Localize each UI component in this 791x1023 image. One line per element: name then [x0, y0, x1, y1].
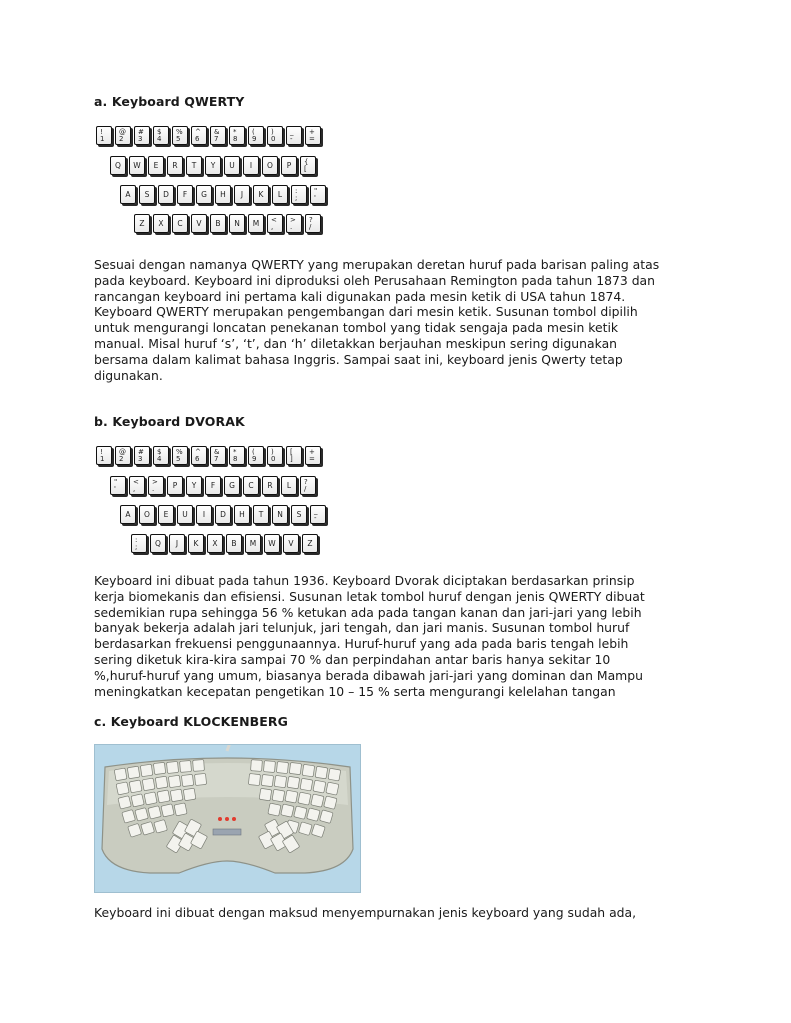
- keycap: [286, 126, 302, 145]
- heading-klockenberg: c. Keyboard KLOCKENBERG: [94, 714, 288, 729]
- keycap-char: -: [290, 134, 293, 143]
- keycap-shift-char: ): [271, 127, 274, 136]
- keycap: [234, 185, 250, 204]
- qwerty-row-1: [96, 126, 321, 145]
- keycap-char: ': [114, 484, 116, 493]
- keycap-char: V: [288, 539, 294, 548]
- keycap-char: P: [172, 481, 178, 490]
- keycap-shift-char: (: [252, 127, 255, 136]
- keycap-shift-char: <: [133, 477, 139, 486]
- keycap: [196, 505, 212, 524]
- keycap: [210, 214, 226, 233]
- keycap-char: I: [202, 510, 206, 519]
- keycap: [291, 505, 307, 524]
- keycap-char: F: [182, 190, 188, 199]
- keycap: [245, 534, 261, 553]
- keycap-char: 6: [195, 454, 200, 463]
- keycap: [215, 185, 231, 204]
- keycap: [264, 534, 280, 553]
- keycap: [286, 214, 302, 233]
- keycap-char: 4: [157, 454, 162, 463]
- keycap: [191, 214, 207, 233]
- keycap-char: 5: [176, 454, 181, 463]
- keycap-char: A: [125, 190, 131, 199]
- keycap-char: Q: [115, 161, 121, 170]
- keycap: [305, 446, 321, 465]
- keycap: [129, 476, 145, 495]
- keycap-char: /: [304, 484, 307, 493]
- keycap-shift-char: {: [304, 157, 309, 166]
- qwerty-paragraph: Sesuai dengan namanya QWERTY yang merupakan deretan huruf pada barisan paling atas pada keyboard. Keyboard ini diproduksi oleh Perusahaan Remington pada tahun 1873 dan rancangan keyboard ini pertama kali digunakan pada mesin ketik di USA tahun 1874. Keyboard QWERTY merupakan pengembangan dari mesin ketik. Susunan tombol dipilih untuk mengurangi loncatan penekanan tombol yang tidak sengaja pada mesin ketik manual. Misal huruf ‘s’, ‘t’, dan ‘h’ diletakkan berjauhan meskipun sering digunakan bersama dalam kalimat bahasa Inggris. Sampai saat ini, keyboard jenis Qwerty tetap digunakan.: [94, 257, 660, 383]
- keycap-char: E: [153, 161, 159, 170]
- keycap-shift-char: &: [214, 127, 220, 136]
- keycap-char: V: [196, 219, 202, 228]
- keycap: [262, 156, 278, 175]
- keycap: [148, 156, 164, 175]
- keycap-shift-char: +: [309, 447, 315, 456]
- keycap-char: C: [248, 481, 254, 490]
- keycap-char: T: [258, 510, 264, 519]
- keycap-char: =: [309, 134, 315, 143]
- keycap-char: 5: [176, 134, 181, 143]
- keycap-char: N: [234, 219, 240, 228]
- qwerty-row-4: [134, 214, 321, 233]
- keycap: [243, 156, 259, 175]
- keycap: [158, 505, 174, 524]
- keycap-char: Z: [139, 219, 145, 228]
- keycap-char: Y: [210, 161, 216, 170]
- keycap-char: I: [249, 161, 253, 170]
- keycap: [305, 126, 321, 145]
- keycap-char: 8: [233, 134, 238, 143]
- keycap: [172, 126, 188, 145]
- keycap-shift-char: :: [295, 186, 298, 195]
- keycap-char: G: [229, 481, 235, 490]
- keycap: [210, 446, 226, 465]
- keycap-char: Z: [307, 539, 313, 548]
- keycap: [191, 446, 207, 465]
- klockenberg-keyboard-photo: [94, 744, 361, 893]
- keycap: [196, 185, 212, 204]
- keycap: [120, 505, 136, 524]
- keycap: [129, 156, 145, 175]
- keycap-char: Y: [191, 481, 197, 490]
- keycap: [300, 476, 316, 495]
- heading-dvorak: b. Keyboard DVORAK: [94, 414, 245, 429]
- keycap-shift-char: !: [100, 127, 103, 136]
- keycap-char: 3: [138, 134, 143, 143]
- keycap-char: D: [220, 510, 226, 519]
- keycap: [153, 446, 169, 465]
- keycap: [139, 505, 155, 524]
- keycap-char: R: [172, 161, 178, 170]
- keycap: [177, 185, 193, 204]
- keycap-char: .: [152, 484, 155, 493]
- keycap-char: K: [193, 539, 199, 548]
- keycap: [267, 126, 283, 145]
- keycap-shift-char: ": [114, 477, 118, 486]
- keycap: [215, 505, 231, 524]
- keycap-shift-char: ): [271, 447, 274, 456]
- keycap: [281, 476, 297, 495]
- keycap: [243, 476, 259, 495]
- keycap: [134, 214, 150, 233]
- keycap: [224, 476, 240, 495]
- keycap: [110, 156, 126, 175]
- keycap: [115, 446, 131, 465]
- keycap-char: 9: [252, 454, 257, 463]
- keycap-char: H: [220, 190, 226, 199]
- keycap-char: 7: [214, 134, 219, 143]
- keycap-char: S: [144, 190, 150, 199]
- dvorak-row-3: [120, 505, 326, 524]
- keycap-char: 0: [271, 134, 276, 143]
- keycap-char: X: [158, 219, 164, 228]
- keycap-char: -: [314, 513, 317, 522]
- keycap-char: 1: [100, 454, 105, 463]
- keycap: [248, 446, 264, 465]
- keycap: [253, 505, 269, 524]
- keycap-char: U: [182, 510, 188, 519]
- keycap-shift-char: *: [233, 447, 237, 456]
- keycap-char: 4: [157, 134, 162, 143]
- keycap-char: 8: [233, 454, 238, 463]
- keycap: [134, 126, 150, 145]
- keycap-char: W: [268, 539, 276, 548]
- keycap-char: [: [304, 164, 307, 173]
- keycap: [172, 214, 188, 233]
- keycap-shift-char: +: [309, 127, 315, 136]
- keycap: [169, 534, 185, 553]
- keycap: [96, 446, 112, 465]
- keycap-char: L: [286, 481, 292, 490]
- qwerty-keyboard-image: [96, 126, 376, 238]
- keycap: [207, 534, 223, 553]
- keycap-shift-char: _: [290, 127, 294, 136]
- keycap: [134, 446, 150, 465]
- dvorak-row-4: [131, 534, 318, 553]
- keycap-char: B: [231, 539, 237, 548]
- keycap-char: .: [290, 222, 293, 231]
- keycap-char: C: [177, 219, 183, 228]
- keycap: [210, 126, 226, 145]
- keycap-char: M: [249, 539, 257, 548]
- keycap-char: 9: [252, 134, 257, 143]
- keycap-shift-char: !: [100, 447, 103, 456]
- keycap: [310, 185, 326, 204]
- keycap-char: ': [314, 193, 316, 202]
- keycap-char: W: [133, 161, 141, 170]
- keycap: [167, 156, 183, 175]
- dvorak-row-2: [110, 476, 316, 495]
- keycap-char: U: [229, 161, 235, 170]
- keycap-char: J: [175, 539, 179, 548]
- keycap-char: N: [277, 510, 283, 519]
- keycap-shift-char: (: [252, 447, 255, 456]
- qwerty-row-3: [120, 185, 326, 204]
- qwerty-row-2: [110, 156, 316, 175]
- keycap-char: F: [210, 481, 216, 490]
- keycap: [139, 185, 155, 204]
- keycap-shift-char: $: [157, 447, 162, 456]
- keycap: [310, 505, 326, 524]
- keycap: [229, 126, 245, 145]
- keycap: [148, 476, 164, 495]
- keycap: [248, 214, 264, 233]
- keycap: [286, 446, 302, 465]
- keycap: [224, 156, 240, 175]
- keycap-char: 1: [100, 134, 105, 143]
- klockenberg-paragraph: Keyboard ini dibuat dengan maksud menyempurnakan jenis keyboard yang sudah ada,: [94, 905, 637, 920]
- keycap: [305, 214, 321, 233]
- keycap-char: Q: [155, 539, 161, 548]
- keycap-char: K: [258, 190, 264, 199]
- keycap: [267, 214, 283, 233]
- keycap-char: R: [267, 481, 273, 490]
- keycap-shift-char: ": [314, 186, 318, 195]
- keycap: [272, 505, 288, 524]
- keycap-shift-char: _: [314, 506, 318, 515]
- keycap-char: H: [239, 510, 245, 519]
- keycap-char: S: [296, 510, 302, 519]
- keycap-shift-char: @: [119, 127, 126, 136]
- keycap-char: D: [163, 190, 169, 199]
- keycap: [153, 214, 169, 233]
- keycap-shift-char: $: [157, 127, 162, 136]
- keycap: [191, 126, 207, 145]
- keycap: [115, 126, 131, 145]
- keycap-char: 0: [271, 454, 276, 463]
- keycap: [110, 476, 126, 495]
- keycap: [283, 534, 299, 553]
- keycap-char: 3: [138, 454, 143, 463]
- keycap-char: O: [144, 510, 150, 519]
- keycap: [226, 534, 242, 553]
- dvorak-row-1: [96, 446, 321, 465]
- keycap: [167, 476, 183, 495]
- keycap-shift-char: #: [138, 447, 144, 456]
- keycap-shift-char: ?: [304, 477, 308, 486]
- keycap-char: M: [252, 219, 260, 228]
- keycap-char: O: [267, 161, 273, 170]
- keycap-shift-char: :: [135, 535, 138, 544]
- keycap: [205, 156, 221, 175]
- keycap-char: ]: [290, 454, 293, 463]
- keycap-char: X: [212, 539, 218, 548]
- keycap-char: L: [277, 190, 283, 199]
- keycap-char: ;: [135, 542, 138, 551]
- keycap: [291, 185, 307, 204]
- keycap-shift-char: #: [138, 127, 144, 136]
- keycap: [229, 214, 245, 233]
- keycap-char: =: [309, 454, 315, 463]
- keycap: [205, 476, 221, 495]
- keycap: [248, 126, 264, 145]
- keycap-char: 6: [195, 134, 200, 143]
- keycap: [253, 185, 269, 204]
- keycap-char: E: [163, 510, 169, 519]
- keycap-shift-char: ?: [309, 215, 313, 224]
- keycap-char: J: [240, 190, 244, 199]
- keycap: [177, 505, 193, 524]
- heading-qwerty: a. Keyboard QWERTY: [94, 94, 245, 109]
- keycap-shift-char: [: [290, 447, 293, 456]
- keycap: [281, 156, 297, 175]
- keycap-shift-char: >: [152, 477, 158, 486]
- keycap-shift-char: ^: [195, 447, 201, 456]
- keycap: [267, 446, 283, 465]
- klockenberg-keyboard-illustration: [95, 745, 360, 892]
- keycap: [153, 126, 169, 145]
- keycap-shift-char: >: [290, 215, 296, 224]
- keycap-shift-char: %: [176, 127, 183, 136]
- keycap-char: 2: [119, 134, 124, 143]
- keycap: [186, 156, 202, 175]
- keycap-char: /: [309, 222, 312, 231]
- keycap-shift-char: ^: [195, 127, 201, 136]
- keycap-char: B: [215, 219, 221, 228]
- keycap: [172, 446, 188, 465]
- keycap-char: G: [201, 190, 207, 199]
- dvorak-keyboard-image: [96, 446, 376, 558]
- keycap: [300, 156, 316, 175]
- keycap: [131, 534, 147, 553]
- keycap: [186, 476, 202, 495]
- keycap: [120, 185, 136, 204]
- keycap-char: P: [286, 161, 292, 170]
- keycap-char: ;: [295, 193, 298, 202]
- keycap-shift-char: @: [119, 447, 126, 456]
- keycap-shift-char: &: [214, 447, 220, 456]
- keycap: [234, 505, 250, 524]
- keycap: [150, 534, 166, 553]
- keycap: [96, 126, 112, 145]
- keycap-shift-char: <: [271, 215, 277, 224]
- keycap-shift-char: *: [233, 127, 237, 136]
- keycap-char: 2: [119, 454, 124, 463]
- keycap-char: ,: [133, 484, 136, 493]
- keycap: [272, 185, 288, 204]
- keycap: [158, 185, 174, 204]
- dvorak-paragraph: Keyboard ini dibuat pada tahun 1936. Keyboard Dvorak diciptakan berdasarkan prinsip kerja biomekanis dan efisiensi. Susunan letak tombol huruf dengan jenis QWERTY dibuat sedemikian rupa sehingga 56 % ketukan ada pada tangan kanan dan jari-jari yang lebih banyak bekerja adalah jari telunjuk, jari tengah, dan jari manis. Susunan tombol huruf berdasarkan frekuensi penggunaannya. Huruf-huruf yang ada pada baris tengah lebih sering diketuk kira-kira sampai 70 % dan perpindahan antar baris hanya sekitar 10 %,huruf-huruf yang umum, biasanya berada dibawah jari-jari yang dominan dan Mampu meningkatkan kecepatan pengetikan 10 – 15 % serta mengurangi kelelahan tangan: [94, 573, 645, 699]
- keycap: [188, 534, 204, 553]
- keycap: [229, 446, 245, 465]
- keycap: [262, 476, 278, 495]
- keycap-char: T: [191, 161, 197, 170]
- keycap: [302, 534, 318, 553]
- keycap-char: A: [125, 510, 131, 519]
- keycap-char: 7: [214, 454, 219, 463]
- keycap-shift-char: %: [176, 447, 183, 456]
- keycap-char: ,: [271, 222, 274, 231]
